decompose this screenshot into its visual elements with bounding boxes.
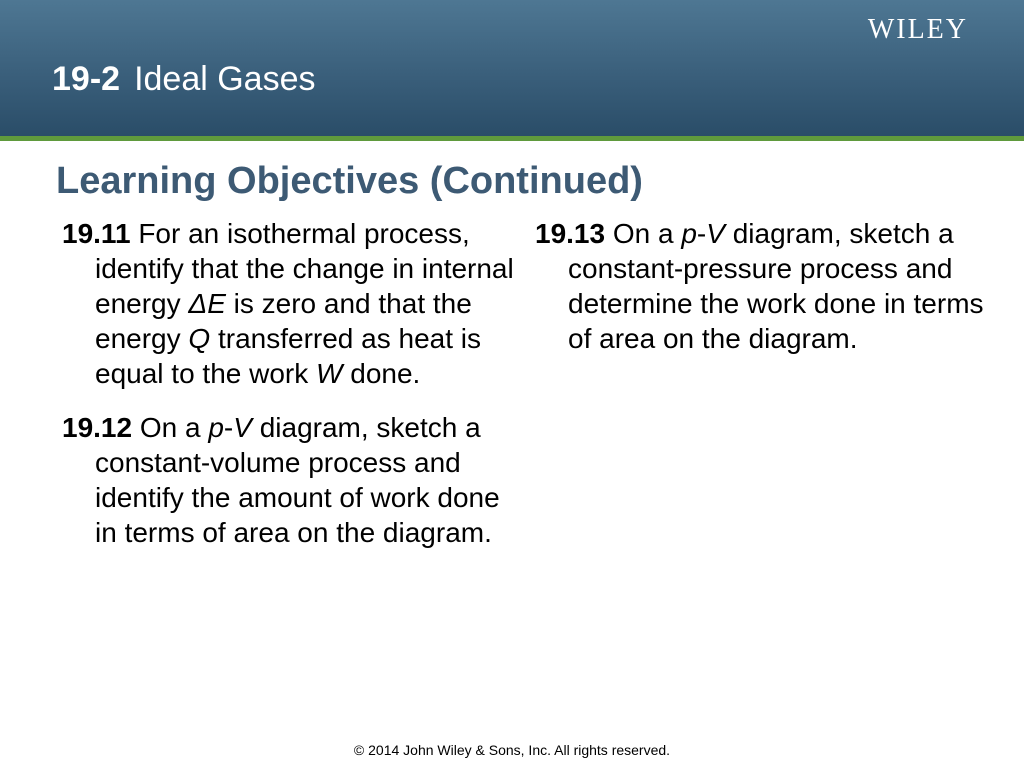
section-number: 19-2	[52, 60, 121, 98]
objectives-column-left	[62, 216, 522, 569]
section-title: Ideal Gases	[134, 60, 316, 98]
section-heading	[52, 60, 316, 99]
objective-number: 19.11	[62, 218, 131, 249]
objective-text: On a p-V diagram, sketch a constant-volume process and identify the amount of work done in terms of area on the diagram.	[95, 412, 500, 548]
objective-number: 19.12	[62, 412, 133, 443]
wiley-logo: WILEY	[867, 14, 968, 45]
header-divider	[0, 136, 1024, 141]
objective-text: For an isothermal process, identify that the change in internal energy ΔE is zero and that the energy Q transferred as heat is equal to the work W done.	[95, 218, 514, 389]
objective-text: On a p-V diagram, sketch a constant-pressure process and determine the work done in terms of area on the diagram.	[568, 218, 984, 354]
objective-19-12	[62, 410, 522, 550]
objectives-column-right	[535, 216, 995, 375]
objective-19-13	[535, 216, 995, 356]
page-title: Learning Objectives (Continued)	[56, 160, 643, 202]
objective-19-11	[62, 216, 522, 391]
objective-number: 19.13	[535, 218, 606, 249]
header-banner	[0, 0, 1024, 136]
copyright-footer: © 2014 John Wiley & Sons, Inc. All rights reserved.	[353, 742, 671, 758]
